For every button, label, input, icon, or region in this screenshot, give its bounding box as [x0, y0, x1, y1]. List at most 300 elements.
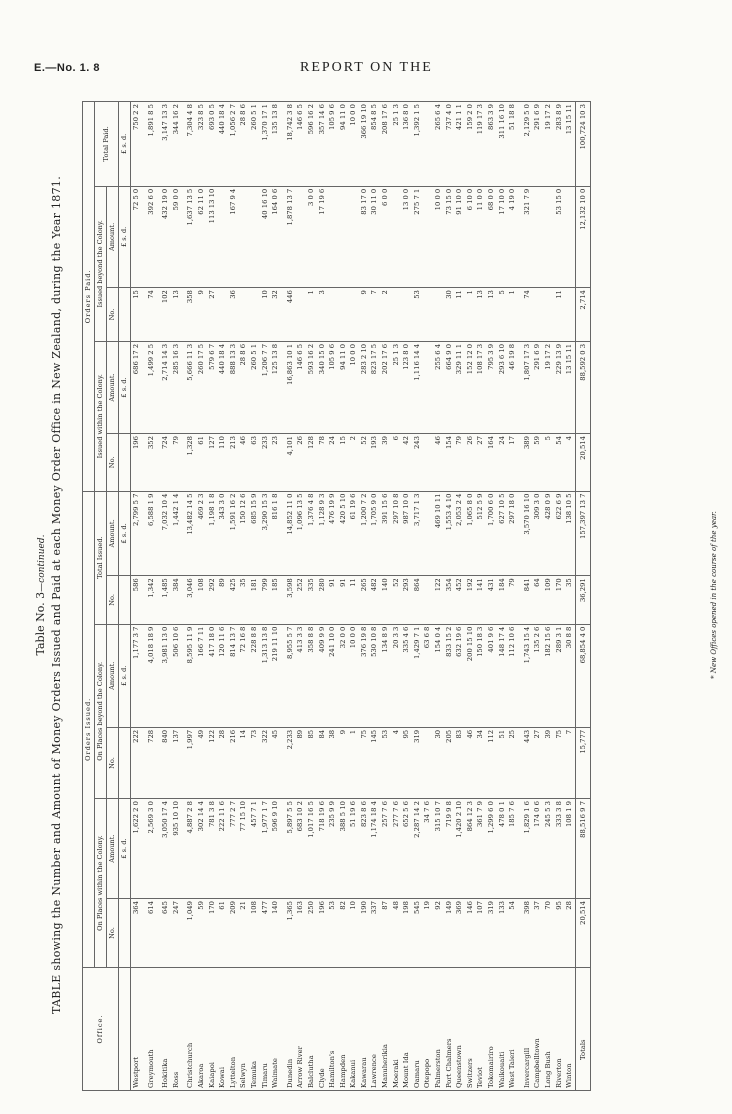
- cell-value: 52: [391, 576, 402, 624]
- office-name: Kawarau: [359, 968, 370, 1091]
- cell-value: 724: [156, 434, 171, 492]
- cell-value: 216: [228, 727, 239, 798]
- cell-value: 11: [554, 288, 565, 342]
- cell-value: 39: [380, 434, 391, 492]
- office-name: Temuka: [249, 968, 260, 1091]
- cell-value: 17: [507, 434, 518, 492]
- cell-value: 291 6 9: [532, 341, 543, 433]
- cell-value: 13 0 0: [401, 186, 412, 287]
- cell-value: 159 2 0: [465, 102, 476, 187]
- table-row: [181, 102, 196, 1091]
- unit-lsd: £ s. d.: [119, 624, 131, 727]
- cell-value: 4: [391, 727, 402, 798]
- table-row: [543, 102, 554, 1091]
- unit-blank: [119, 434, 131, 492]
- cell-value: 457 7 1: [249, 799, 260, 899]
- cell-value: 68 0 0: [486, 186, 497, 287]
- cell-value: 108 17 3: [475, 341, 486, 433]
- cell-value: [391, 186, 402, 287]
- cell-value: 15: [131, 288, 142, 342]
- cell-value: 95: [401, 727, 412, 798]
- cell-value: 1,700 6 0: [486, 491, 497, 576]
- totals-value: 15,777: [575, 727, 591, 798]
- table-row: [486, 102, 497, 1091]
- cell-value: [422, 341, 433, 433]
- cell-value: 28: [564, 899, 575, 968]
- office-name: Queenstown: [454, 968, 465, 1091]
- cell-value: 11 0 0: [475, 186, 486, 287]
- cell-value: 27: [532, 727, 543, 798]
- office-name: Otepopo: [422, 968, 433, 1091]
- office-name: Switzers: [465, 968, 476, 1091]
- unit-lsd: £ s. d.: [119, 102, 131, 187]
- subhead-no: No.: [107, 727, 119, 798]
- cell-value: 59: [532, 434, 543, 492]
- cell-value: 79: [454, 434, 465, 492]
- cell-value: 315 10 7: [433, 799, 444, 899]
- cell-value: 14: [238, 727, 249, 798]
- unit-blank: [119, 576, 131, 624]
- cell-value: 112: [486, 727, 497, 798]
- cell-value: 164: [486, 434, 497, 492]
- cell-value: 280: [317, 576, 328, 624]
- cell-value: 1,198 1 8: [207, 491, 218, 576]
- cell-value: [564, 288, 575, 342]
- cell-value: 5: [543, 434, 554, 492]
- cell-value: 8,955 5 7: [281, 624, 296, 727]
- cell-value: 141: [475, 576, 486, 624]
- cell-value: 123 8 0: [401, 341, 412, 433]
- cell-value: 10 0 0: [348, 102, 359, 187]
- office-name: Lyttelton: [228, 968, 239, 1091]
- cell-value: 75: [359, 727, 370, 798]
- cell-value: 135 13 8: [270, 102, 281, 187]
- cell-value: 30: [433, 727, 444, 798]
- cell-value: 799: [260, 576, 271, 624]
- cell-value: 54: [554, 434, 565, 492]
- cell-value: 112 10 6: [507, 624, 518, 727]
- cell-value: 1,878 13 7: [281, 186, 296, 287]
- cell-value: 193: [369, 434, 380, 492]
- cell-value: 512 5 9: [475, 491, 486, 576]
- cell-value: 728: [142, 727, 157, 798]
- cell-value: 196: [131, 434, 142, 492]
- cell-value: 54: [507, 899, 518, 968]
- cell-value: 781 3 8: [207, 799, 218, 899]
- table-row: [348, 102, 359, 1091]
- cell-value: 46: [465, 727, 476, 798]
- office-name: Clyde: [317, 968, 328, 1091]
- unit-lsd: £ s. d.: [119, 799, 131, 899]
- table-row: [497, 102, 508, 1091]
- cell-value: 185 7 6: [507, 799, 518, 899]
- cell-value: 94 11 0: [338, 341, 349, 433]
- cell-value: 21: [238, 899, 249, 968]
- cell-value: 20 3 3: [391, 624, 402, 727]
- cell-value: 110: [217, 434, 228, 492]
- cell-value: 35: [564, 576, 575, 624]
- cell-value: 138 10 5: [564, 491, 575, 576]
- table-row: [217, 102, 228, 1091]
- table-row: [338, 102, 349, 1091]
- table-row: [369, 102, 380, 1091]
- cell-value: 329 11 1: [454, 341, 465, 433]
- cell-value: 154: [444, 434, 455, 492]
- cell-value: 840: [156, 727, 171, 798]
- cell-value: [543, 288, 554, 342]
- cell-value: 1,049: [181, 899, 196, 968]
- cell-value: 247: [171, 899, 182, 968]
- cell-value: 40 16 10: [260, 186, 271, 287]
- cell-value: 108 1 9: [564, 799, 575, 899]
- cell-value: 1,056 2 7: [228, 102, 239, 187]
- cell-value: 25 1 3: [391, 341, 402, 433]
- cell-value: 48: [391, 899, 402, 968]
- table-row: [422, 102, 433, 1091]
- cell-value: 113 13 10: [207, 186, 218, 287]
- cell-value: [348, 186, 359, 287]
- cell-value: 1,376 4 8: [306, 491, 317, 576]
- cell-value: 614: [142, 899, 157, 968]
- cell-value: 3 0 0: [306, 186, 317, 287]
- cell-value: 1,429 7 1: [412, 624, 423, 727]
- cell-value: 146 6 5: [295, 102, 306, 187]
- cell-value: 1,807 17 3: [518, 341, 533, 433]
- cell-value: 140: [380, 576, 391, 624]
- cell-value: 166 7 11: [196, 624, 207, 727]
- cell-value: 1,299 6 0: [486, 799, 497, 899]
- office-name: Tokomairiro: [486, 968, 497, 1091]
- cell-value: 10: [348, 899, 359, 968]
- cell-value: 94 11 0: [338, 102, 349, 187]
- cell-value: [338, 186, 349, 287]
- cell-value: 3,981 13 0: [156, 624, 171, 727]
- cell-value: 3,046: [181, 576, 196, 624]
- cell-value: [532, 288, 543, 342]
- cell-value: 120 11 6: [217, 624, 228, 727]
- cell-value: 1,313 13 8: [260, 624, 271, 727]
- office-name: Mount Ida: [401, 968, 412, 1091]
- office-name: Long Bush: [543, 968, 554, 1091]
- table-row: [554, 102, 565, 1091]
- cell-value: 7: [369, 288, 380, 342]
- cell-value: 388 5 10: [338, 799, 349, 899]
- cell-value: 1,342: [142, 576, 157, 624]
- cell-value: 202 17 6: [380, 341, 391, 433]
- table-row: [433, 102, 444, 1091]
- cell-value: 222: [131, 727, 142, 798]
- cell-value: 1: [306, 288, 317, 342]
- cell-value: 205: [444, 727, 455, 798]
- cell-value: 1,420 2 10: [454, 799, 465, 899]
- cell-value: 1,200 7 2: [359, 491, 370, 576]
- cell-value: 154 0 4: [433, 624, 444, 727]
- cell-value: 53: [412, 288, 423, 342]
- cell-value: 1,206 7 7: [260, 341, 271, 433]
- cell-value: 384: [171, 576, 182, 624]
- cell-value: 182 15 6: [543, 624, 554, 727]
- cell-value: 192: [465, 576, 476, 624]
- cell-value: 245 5 3: [543, 799, 554, 899]
- cell-value: [238, 186, 249, 287]
- office-name: West Taieri: [507, 968, 518, 1091]
- cell-value: 586: [131, 576, 142, 624]
- cell-value: 579 6 7: [207, 341, 218, 433]
- cell-value: 545: [412, 899, 423, 968]
- cell-value: 854 8 5: [369, 102, 380, 187]
- cell-value: 17 19 6: [317, 186, 328, 287]
- cell-value: 2,053 2 4: [454, 491, 465, 576]
- cell-value: 2: [348, 434, 359, 492]
- cell-value: 319: [412, 727, 423, 798]
- cell-value: 337: [369, 899, 380, 968]
- office-name: Christchurch: [181, 968, 196, 1091]
- cell-value: 446: [281, 288, 296, 342]
- col-total-issued: Total Issued.: [95, 491, 107, 624]
- cell-value: 432 19 0: [156, 186, 171, 287]
- page-header-right: REPORT ON THE: [300, 60, 433, 75]
- cell-value: 149: [444, 899, 455, 968]
- cell-value: [217, 186, 228, 287]
- cell-value: 196: [317, 899, 328, 968]
- cell-value: 9: [359, 288, 370, 342]
- office-name: Hamilton's: [327, 968, 338, 1091]
- subhead-no: No.: [107, 899, 119, 968]
- cell-value: 1,096 13 5: [295, 491, 306, 576]
- cell-value: 9: [338, 727, 349, 798]
- cell-value: 632 19 6: [454, 624, 465, 727]
- cell-value: 170: [554, 576, 565, 624]
- cell-value: 127: [207, 434, 218, 492]
- cell-value: 136 8 0: [401, 102, 412, 187]
- cell-value: 361 7 9: [475, 799, 486, 899]
- table-row: [465, 102, 476, 1091]
- cell-value: 79: [507, 576, 518, 624]
- cell-value: 235 9 9: [327, 799, 338, 899]
- cell-value: 297 18 0: [507, 491, 518, 576]
- cell-value: 1,637 13 5: [181, 186, 196, 287]
- cell-value: [249, 288, 260, 342]
- cell-value: 107: [475, 899, 486, 968]
- cell-value: 622 6 9: [554, 491, 565, 576]
- cell-value: 77 15 10: [238, 799, 249, 899]
- cell-value: 17 10 0: [497, 186, 508, 287]
- cell-value: [348, 288, 359, 342]
- table-row: [171, 102, 182, 1091]
- cell-value: 11: [348, 576, 359, 624]
- cell-value: 823 8 6: [359, 799, 370, 899]
- cell-value: 421 1 1: [454, 102, 465, 187]
- cell-value: 265 6 4: [433, 102, 444, 187]
- office-name: Kaiapoi: [207, 968, 218, 1091]
- cell-value: 174 0 6: [532, 799, 543, 899]
- cell-value: 82: [338, 899, 349, 968]
- table-row: [306, 102, 317, 1091]
- cell-value: 6,588 1 9: [142, 491, 157, 576]
- cell-value: 409 9 9: [317, 624, 328, 727]
- cell-value: 841: [518, 576, 533, 624]
- unit-lsd: £ s. d.: [119, 491, 131, 576]
- cell-value: 4,887 2 8: [181, 799, 196, 899]
- cell-value: 8,595 11 9: [181, 624, 196, 727]
- cell-value: 13: [486, 288, 497, 342]
- cell-value: 683 10 2: [295, 799, 306, 899]
- office-name: Waimate: [270, 968, 281, 1091]
- col-orders-issued: Orders Issued.: [83, 491, 95, 967]
- cell-value: 340 15 0: [317, 341, 328, 433]
- table-row: [454, 102, 465, 1091]
- cell-value: [564, 186, 575, 287]
- col-total-paid: Total Paid.: [95, 102, 119, 187]
- cell-value: 13 15 11: [564, 341, 575, 433]
- cell-value: [422, 576, 433, 624]
- totals-value: 88,516 9 7: [575, 799, 591, 899]
- cell-value: 30: [444, 288, 455, 342]
- cell-value: 24: [327, 434, 338, 492]
- totals-value: 68,854 4 0: [575, 624, 591, 727]
- cell-value: 140: [270, 899, 281, 968]
- cell-value: 219 11 10: [270, 624, 281, 727]
- cell-value: 105 9 6: [327, 341, 338, 433]
- table-row: [391, 102, 402, 1091]
- cell-value: 3,050 17 4: [156, 799, 171, 899]
- office-name: Palmerston: [433, 968, 444, 1091]
- cell-value: 250: [306, 899, 317, 968]
- table-row: [401, 102, 412, 1091]
- cell-value: 530 10 8: [369, 624, 380, 727]
- cell-value: 32: [270, 288, 281, 342]
- cell-value: 32 0 0: [338, 624, 349, 727]
- cell-value: 664 9 0: [444, 341, 455, 433]
- cell-value: 596 9 10: [270, 799, 281, 899]
- cell-value: 3,717 1 3: [412, 491, 423, 576]
- cell-value: 420 5 10: [338, 491, 349, 576]
- cell-value: 7: [564, 727, 575, 798]
- cell-value: 243: [412, 434, 423, 492]
- table-row: [475, 102, 486, 1091]
- cell-value: 35: [238, 576, 249, 624]
- cell-value: 150 18 3: [475, 624, 486, 727]
- office-name: Akaroa: [196, 968, 207, 1091]
- cell-value: 814 13 7: [228, 624, 239, 727]
- cell-value: 3,598: [281, 576, 296, 624]
- cell-value: 28 8 6: [238, 102, 249, 187]
- cell-value: 51: [497, 727, 508, 798]
- cell-value: 92: [433, 899, 444, 968]
- cell-value: 46 19 8: [507, 341, 518, 433]
- cell-value: 260 5 1: [249, 341, 260, 433]
- col-orders-paid: Orders Paid.: [83, 102, 95, 492]
- office-name: Winton: [564, 968, 575, 1091]
- office-name: Oamaru: [412, 968, 423, 1091]
- cell-value: 2: [380, 288, 391, 342]
- cell-value: 53 15 0: [554, 186, 565, 287]
- office-name: Hampden: [338, 968, 349, 1091]
- cell-value: 5: [497, 288, 508, 342]
- cell-value: 401 9 6: [486, 624, 497, 727]
- cell-value: 73: [249, 727, 260, 798]
- cell-value: 1,017 16 5: [306, 799, 317, 899]
- cell-value: 63: [249, 434, 260, 492]
- cell-value: 11: [454, 288, 465, 342]
- cell-value: [422, 288, 433, 342]
- cell-value: 4,101: [281, 434, 296, 492]
- cell-value: [422, 434, 433, 492]
- cell-value: 1,370 17 1: [260, 102, 271, 187]
- cell-value: 593 16 2: [306, 341, 317, 433]
- cell-value: 3,290 15 3: [260, 491, 271, 576]
- table-number: Table No. 3—continued.: [34, 534, 47, 656]
- cell-value: 4 19 0: [507, 186, 518, 287]
- cell-value: 1,977 1 7: [260, 799, 271, 899]
- cell-value: [532, 186, 543, 287]
- table-row: [142, 102, 157, 1091]
- cell-value: 137: [171, 727, 182, 798]
- cell-value: 275 7 1: [412, 186, 423, 287]
- cell-value: 343 3 0: [217, 491, 228, 576]
- office-name: Timaru: [260, 968, 271, 1091]
- cell-value: 283 2 10: [359, 341, 370, 433]
- cell-value: 51 18 8: [507, 102, 518, 187]
- table-row: [327, 102, 338, 1091]
- table-row: [238, 102, 249, 1091]
- cell-value: 1,392 1 5: [412, 102, 423, 187]
- cell-value: 389: [518, 434, 533, 492]
- cell-value: 91: [327, 576, 338, 624]
- cell-value: 213: [228, 434, 239, 492]
- cell-value: 164 0 6: [270, 186, 281, 287]
- cell-value: 596 16 2: [306, 102, 317, 187]
- cell-value: 91: [338, 576, 349, 624]
- cell-value: 23: [270, 434, 281, 492]
- cell-value: 1,743 15 4: [518, 624, 533, 727]
- cell-value: 452: [454, 576, 465, 624]
- cell-value: 15: [338, 434, 349, 492]
- unit-blank: [119, 288, 131, 342]
- cell-value: 358: [181, 288, 196, 342]
- cell-value: 816 1 8: [270, 491, 281, 576]
- cell-value: 185: [270, 576, 281, 624]
- cell-value: [422, 727, 433, 798]
- cell-value: 63 6 8: [422, 624, 433, 727]
- cell-value: 652 5 6: [401, 799, 412, 899]
- cell-value: 469 2 3: [196, 491, 207, 576]
- cell-value: 443: [518, 727, 533, 798]
- cell-value: 59: [196, 899, 207, 968]
- cell-value: 417 18 0: [207, 624, 218, 727]
- cell-value: 167 9 4: [228, 186, 239, 287]
- cell-value: [391, 288, 402, 342]
- col-issued-beyond: Issued beyond the Colony.: [95, 186, 107, 341]
- cell-value: 64: [532, 576, 543, 624]
- cell-value: 128: [306, 434, 317, 492]
- subhead-no: No.: [107, 288, 119, 342]
- totals-value: 36,291: [575, 576, 591, 624]
- totals-value: 12,132 10 0: [575, 186, 591, 287]
- cell-value: 53: [380, 727, 391, 798]
- table-row: [207, 102, 218, 1091]
- cell-value: 109: [543, 576, 554, 624]
- cell-value: 53: [327, 899, 338, 968]
- cell-value: 1,365: [281, 899, 296, 968]
- cell-value: 10 0 0: [348, 341, 359, 433]
- office-name: Teviot: [475, 968, 486, 1091]
- table-title: TABLE showing the Number and Amount of Money Orders Issued and Paid at each Money Order Office in New Zealand, during the Year 1871.: [50, 176, 63, 1015]
- cell-value: 163: [295, 899, 306, 968]
- cell-value: 2,569 3 0: [142, 799, 157, 899]
- cell-value: 24: [497, 434, 508, 492]
- table-row: [131, 102, 142, 1091]
